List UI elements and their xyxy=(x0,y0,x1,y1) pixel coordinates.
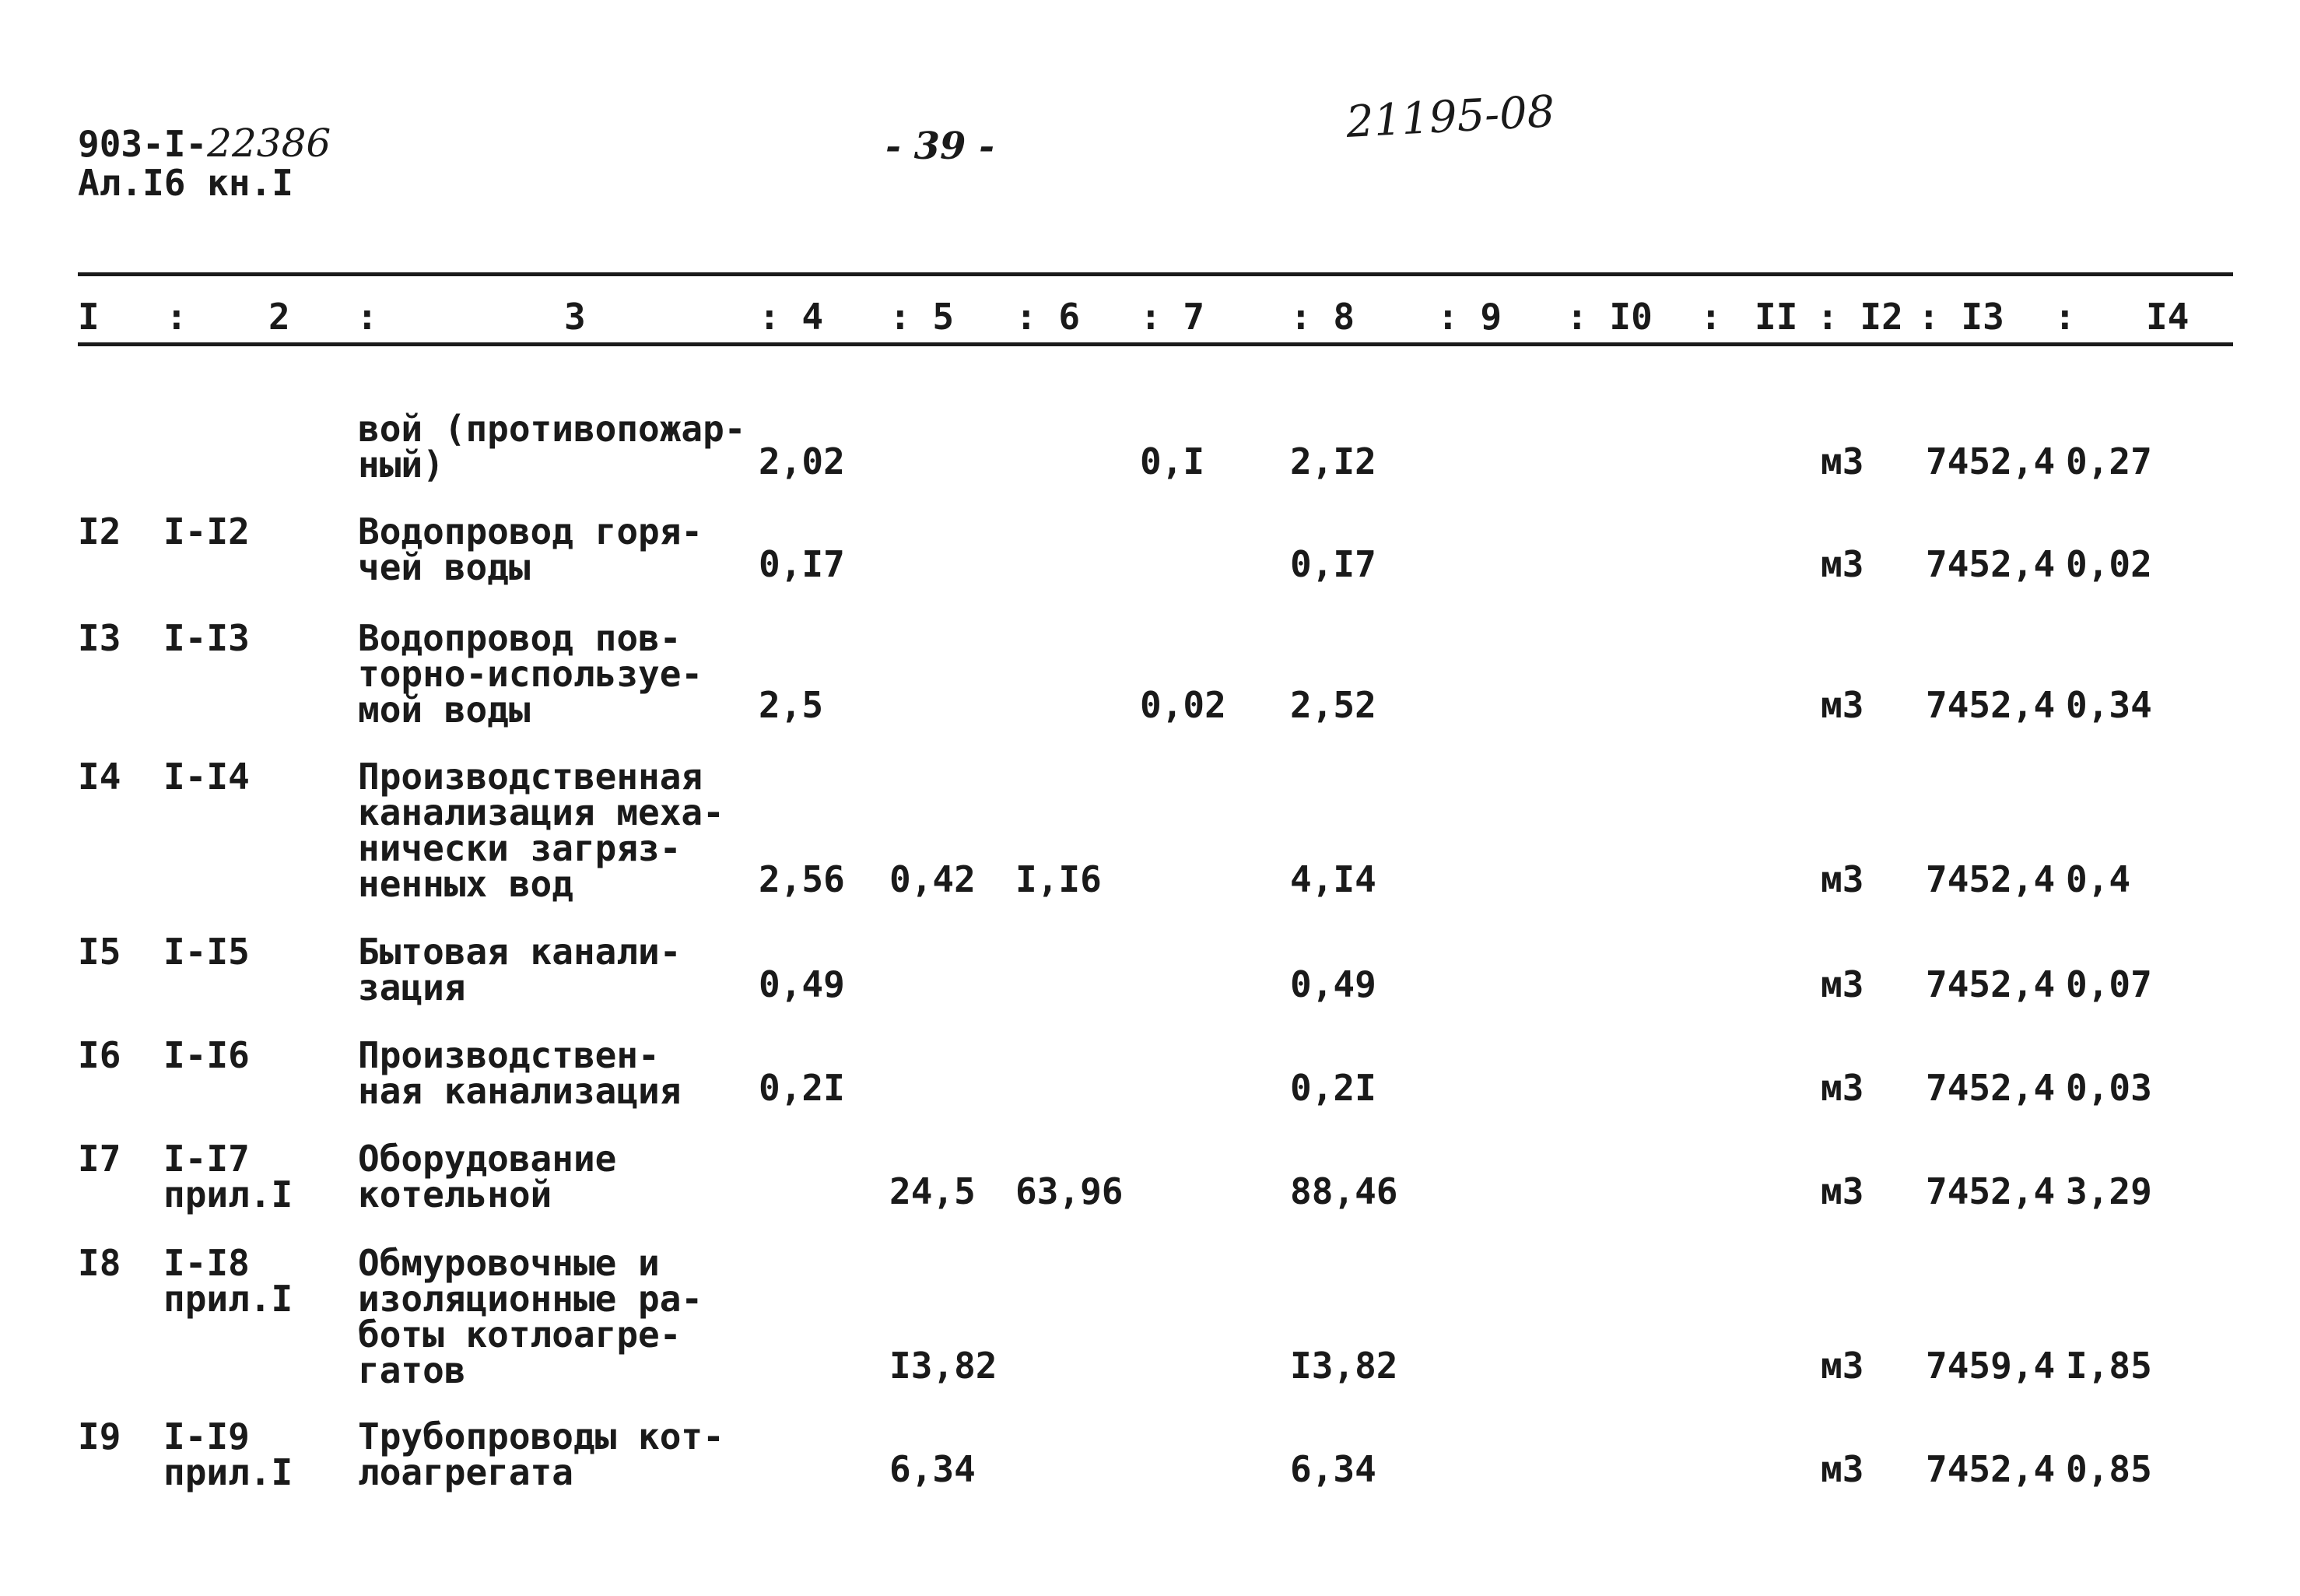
cell-col8: 6,34 xyxy=(1290,1448,1376,1490)
column-header-4: : 4 xyxy=(759,296,824,338)
column-separator: : xyxy=(1700,296,1722,338)
cell-name: Водопровод горя- чей воды xyxy=(358,510,703,588)
cell-col5: 6,34 xyxy=(889,1448,976,1490)
column-separator: : xyxy=(2054,296,2076,338)
column-header-6: : 6 xyxy=(1015,296,1081,338)
column-header-9: : 9 xyxy=(1437,296,1502,338)
cell-name: Бытовая канали- зация xyxy=(358,931,682,1008)
cell-col5: 0,42 xyxy=(889,858,976,900)
cell-col4: 0,I7 xyxy=(759,543,845,585)
stamp-number: 21195-08 xyxy=(1345,86,1556,148)
column-header-13: : I3 xyxy=(1918,296,2004,338)
cell-name: Обмуровочные и изоляционные ра- боты котлоагре- гатов xyxy=(358,1242,703,1391)
cell-name: Производственная канализация меха- нически загряз- ненных вод xyxy=(358,756,724,905)
column-header-11: II xyxy=(1755,296,1798,338)
cell-number: I4 xyxy=(78,756,121,798)
cell-col5: 24,5 xyxy=(889,1170,976,1212)
cell-code: I-I9 прил.I xyxy=(163,1415,293,1493)
column-header-7: : 7 xyxy=(1140,296,1205,338)
cell-col14: I,85 xyxy=(2066,1345,2152,1387)
cell-col4: 0,49 xyxy=(759,963,845,1005)
cell-col14: 0,34 xyxy=(2066,684,2152,726)
column-header-10: : I0 xyxy=(1566,296,1653,338)
cell-number: I9 xyxy=(78,1415,121,1457)
cell-code: I-I5 xyxy=(163,931,250,973)
cell-col14: 0,85 xyxy=(2066,1448,2152,1490)
column-separator: : xyxy=(166,296,188,338)
table-header-rule xyxy=(78,342,2233,346)
page-number: - 39 - xyxy=(885,125,995,168)
cell-code: I-I4 xyxy=(163,756,250,798)
cell-col14: 0,27 xyxy=(2066,440,2152,482)
column-header-2: 2 xyxy=(268,296,290,338)
cell-col8: 0,2I xyxy=(1290,1067,1376,1109)
cell-unit: м3 xyxy=(1821,1448,1864,1490)
cell-col13: 7452,4 xyxy=(1926,440,2056,482)
cell-col7: 0,I xyxy=(1140,440,1205,482)
cell-col8: 2,52 xyxy=(1290,684,1376,726)
cell-col13: 7452,4 xyxy=(1926,963,2056,1005)
cell-unit: м3 xyxy=(1821,684,1864,726)
cell-col14: 3,29 xyxy=(2066,1170,2152,1212)
cell-col13: 7452,4 xyxy=(1926,1067,2056,1109)
cell-number: I5 xyxy=(78,931,121,973)
cell-number: I6 xyxy=(78,1034,121,1076)
cell-col13: 7452,4 xyxy=(1926,858,2056,900)
cell-col8: 88,46 xyxy=(1290,1170,1398,1212)
cell-col8: 0,I7 xyxy=(1290,543,1376,585)
cell-name: Производствен- ная канализация xyxy=(358,1034,682,1112)
cell-col8: 4,I4 xyxy=(1290,858,1376,900)
column-separator: : xyxy=(356,296,378,338)
cell-code: I-I7 прил.I xyxy=(163,1138,293,1215)
album-book-label: Ал.I6 кн.I xyxy=(78,162,293,204)
cell-col8: 2,I2 xyxy=(1290,440,1376,482)
cell-col4: 0,2I xyxy=(759,1067,845,1109)
cell-col6: I,I6 xyxy=(1015,858,1102,900)
cell-col13: 7452,4 xyxy=(1926,1170,2056,1212)
cell-unit: м3 xyxy=(1821,1067,1864,1109)
cell-col14: 0,03 xyxy=(2066,1067,2152,1109)
column-header-14: I4 xyxy=(2146,296,2190,338)
cell-unit: м3 xyxy=(1821,1170,1864,1212)
cell-unit: м3 xyxy=(1821,543,1864,585)
cell-col13: 7452,4 xyxy=(1926,543,2056,585)
cell-number: I8 xyxy=(78,1242,121,1284)
cell-col13: 7459,4 xyxy=(1926,1345,2056,1387)
cell-code: I-I2 xyxy=(163,510,250,552)
cell-col7: 0,02 xyxy=(1140,684,1226,726)
cell-unit: м3 xyxy=(1821,858,1864,900)
cell-col4: 2,02 xyxy=(759,440,845,482)
cell-name: Водопровод пов- торно-используе- мой воды xyxy=(358,617,703,731)
cell-code: I-I6 xyxy=(163,1034,250,1076)
column-header-12: : I2 xyxy=(1817,296,1903,338)
cell-col8: 0,49 xyxy=(1290,963,1376,1005)
cell-code: I-I8 прил.I xyxy=(163,1242,293,1320)
cell-name: Трубопроводы кот- лоагрегата xyxy=(358,1415,724,1493)
cell-col13: 7452,4 xyxy=(1926,1448,2056,1490)
column-header-5: : 5 xyxy=(889,296,955,338)
column-header-1: I xyxy=(78,296,100,338)
document-code-handwritten: 22386 xyxy=(207,121,331,166)
cell-col4: 2,56 xyxy=(759,858,845,900)
cell-unit: м3 xyxy=(1821,440,1864,482)
table-top-rule xyxy=(78,272,2233,276)
cell-col14: 0,4 xyxy=(2066,858,2131,900)
cell-col6: 63,96 xyxy=(1015,1170,1124,1212)
cell-unit: м3 xyxy=(1821,1345,1864,1387)
cell-col14: 0,07 xyxy=(2066,963,2152,1005)
cell-name: вой (противопожар- ный) xyxy=(358,408,746,486)
cell-number: I3 xyxy=(78,617,121,659)
cell-col8: I3,82 xyxy=(1290,1345,1398,1387)
cell-number: I2 xyxy=(78,510,121,552)
cell-code: I-I3 xyxy=(163,617,250,659)
column-header-3: 3 xyxy=(564,296,586,338)
cell-number: I7 xyxy=(78,1138,121,1180)
document-code-prefix: 903-I- xyxy=(78,123,208,165)
cell-col14: 0,02 xyxy=(2066,543,2152,585)
column-header-8: : 8 xyxy=(1290,296,1355,338)
document-code xyxy=(78,121,331,166)
cell-col4: 2,5 xyxy=(759,684,824,726)
cell-col13: 7452,4 xyxy=(1926,684,2056,726)
cell-col5: I3,82 xyxy=(889,1345,997,1387)
cell-unit: м3 xyxy=(1821,963,1864,1005)
cell-name: Оборудование котельной xyxy=(358,1138,617,1215)
